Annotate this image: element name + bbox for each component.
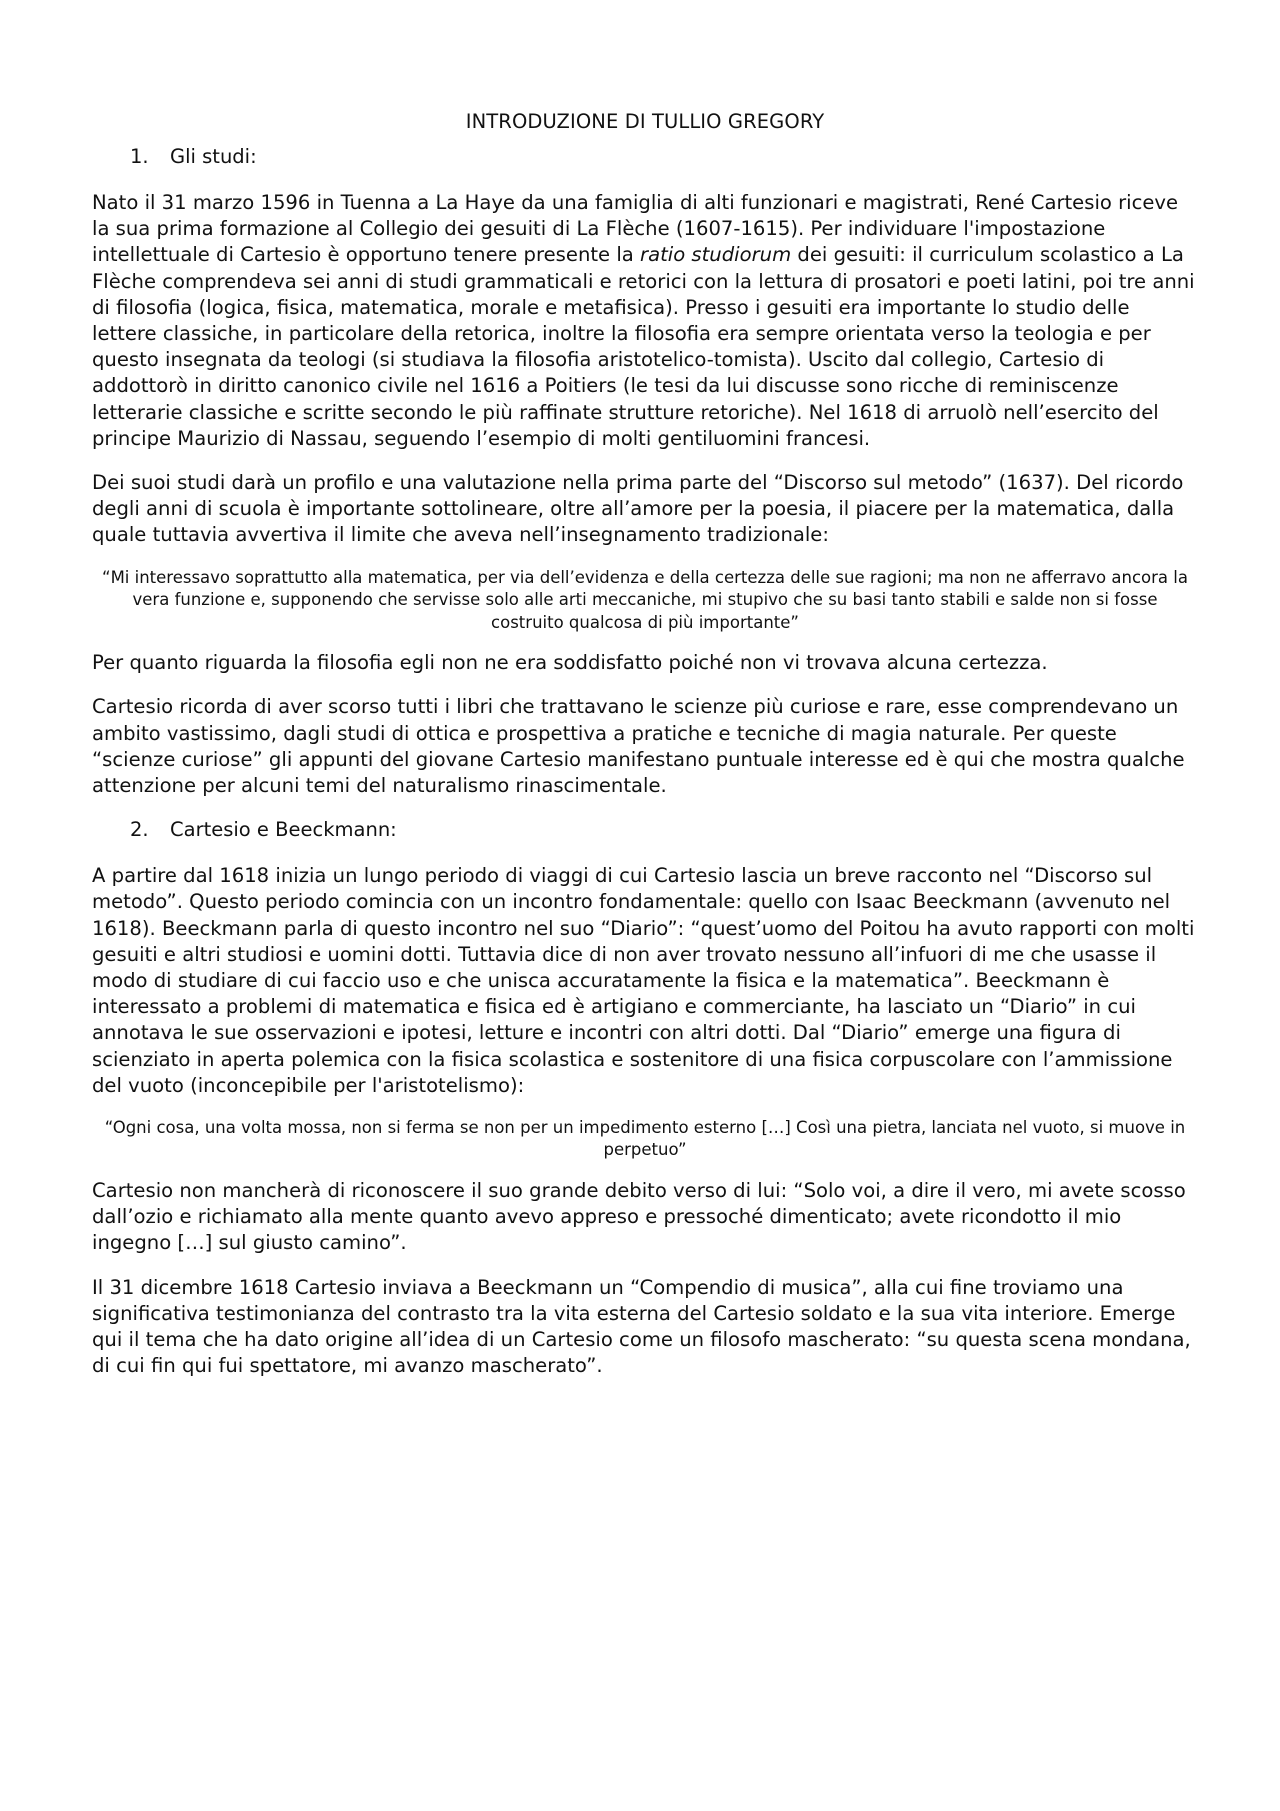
document-page xyxy=(92,110,1198,1397)
paragraph-text: Nato il 31 marzo 1596 in Tuenna a La Haye da una famiglia di alti funzionari e magistrati, René Cartesio riceve la sua prima formazione al Collegio dei gesuiti di La Flèche (1607-1615). Per individuare l'impostazione intellettuale di Cartesio è opportuno tenere presente la xyxy=(92,191,1179,267)
section-number: 2. xyxy=(130,818,149,842)
quote-ogni-cosa: “Ogni cosa, una volta mossa, non si ferma se non per un impedimento esterno […] Così una pietra, lanciata nel vuoto, si muove in perpetuo” xyxy=(104,1117,1186,1160)
paragraph-birth-education xyxy=(92,190,1198,452)
section-heading-beeckmann xyxy=(92,817,1198,843)
section-number: 1. xyxy=(130,145,149,168)
paragraph-emphasis: ratio studiorum xyxy=(640,243,792,267)
paragraph-text: dei gesuiti: il curriculum scolastico a La Flèche comprendeva sei anni di studi grammaticali e retorici con la lettura di prosatori e poeti latini, poi tre anni di filosofia (logica, fisica, matematica, morale e metafisica). Presso i gesuiti era importante lo studio delle lettere classiche, in particolare della retorica, inoltre la filosofia era sempre orientata verso la teologia e per questo insegnata da teologi (si studiava la filosofia aristotelico-tomista). Uscito dal collegio, Cartesio di addottorò in diritto canonico civile nel 1616 a Poitiers (le tesi da lui discusse sono ricche di reminiscenze letterarie classiche e scritte secondo le più raffinate strutture retoriche). Nel 1618 di arruolò nell’esercito del principe Maurizio di Nassau, seguendo l’esempio di molti gentiluomini francesi. xyxy=(92,243,1195,450)
section-heading-text: Gli studi: xyxy=(170,145,257,168)
paragraph-scienze-curiose: Cartesio ricorda di aver scorso tutti i libri che trattavano le scienze più curiose e rare, esse comprendevano un ambito vastissimo, dagli studi di ottica e prospettiva a pratiche e tecniche di magia naturale. Per queste “scienze curiose” gli appunti del giovane Cartesio manifestano puntuale interesse ed è qui che mostra qualche attenzione per alcuni temi del naturalismo rinascimentale. xyxy=(92,695,1185,797)
paragraph-compendio-musica: Il 31 dicembre 1618 Cartesio inviava a Beeckmann un “Compendio di musica”, alla cui fine troviamo una significativa testimonianza del contrasto tra la vita esterna del Cartesio soldato e la sua vita interiore. Emerge qui il tema che ha dato origine all’idea di un Cartesio come un filosofo mascherato: “su questa scena mondana, di cui fin qui fui spettatore, mi avanzo mascherato”. xyxy=(92,1275,1191,1378)
section-heading-text: Cartesio e Beeckmann: xyxy=(170,818,397,842)
paragraph-discorso-metodo: Dei suoi studi darà un profilo e una valutazione nella prima parte del “Discorso sul metodo” (1637). Del ricordo degli anni di scuola è importante sottolineare, oltre all’amore per la poesia, il piacere per la matematica, dalla quale tuttavia avvertiva il limite che aveva nell’insegnamento tradizionale: xyxy=(92,471,1184,547)
paragraph-debito: Cartesio non mancherà di riconoscere il suo grande debito verso di lui: “Solo voi, a dire il vero, mi avete scosso dall’ozio e richiamato alla mente quanto avevo appreso e pressoché dimenticato; avete ricondotto il mio ingegno […] sul giusto camino”. xyxy=(92,1178,1186,1255)
paragraph-viaggi-beeckmann: A partire dal 1618 inizia un lungo periodo di viaggi di cui Cartesio lascia un breve racconto nel “Discorso sul metodo”. Questo periodo comincia con un incontro fondamentale: quello con Isaac Beeckmann (avvenuto nel 1618). Beeckmann parla di questo incontro nel suo “Diario”: “quest’uomo del Poitou ha avuto rapporti con molti gesuiti e altri studiosi e uomini dotti. Tuttavia dice di non aver trovato nessuno all’infuori di me che usasse il modo di studiare di cui faccio uso e che unisca accuratamente la fisica e la matematica”. Beeckmann è interessato a problemi di matematica e fisica ed è artigiano e commerciante, ha lasciato un “Diario” in cui annotava le sue osservazioni e ipotesi, letture e incontri con altri dotti. Dal “Diario” emerge una figura di scienziato in aperta polemica con la fisica scolastica e sostenitore di una fisica corpuscolare con l’ammissione del vuoto (inconcepibile per l'aristotelismo): xyxy=(92,864,1195,1097)
paragraph-filosofia: Per quanto riguarda la filosofia egli non ne era soddisfatto poiché non vi trovava alcuna certezza. xyxy=(92,651,1048,675)
document-title: INTRODUZIONE DI TULLIO GREGORY xyxy=(465,110,825,133)
section-heading-gli-studi xyxy=(92,144,1198,170)
quote-matematica: “Mi interessavo soprattutto alla matematica, per via dell’evidenza e della certezza delle sue ragioni; ma non ne afferravo ancora la vera funzione e, supponendo che servisse solo alle arti meccaniche, mi stupivo che su basi tanto stabili e salde non si fosse costruito qualcosa di più importante” xyxy=(102,567,1188,632)
